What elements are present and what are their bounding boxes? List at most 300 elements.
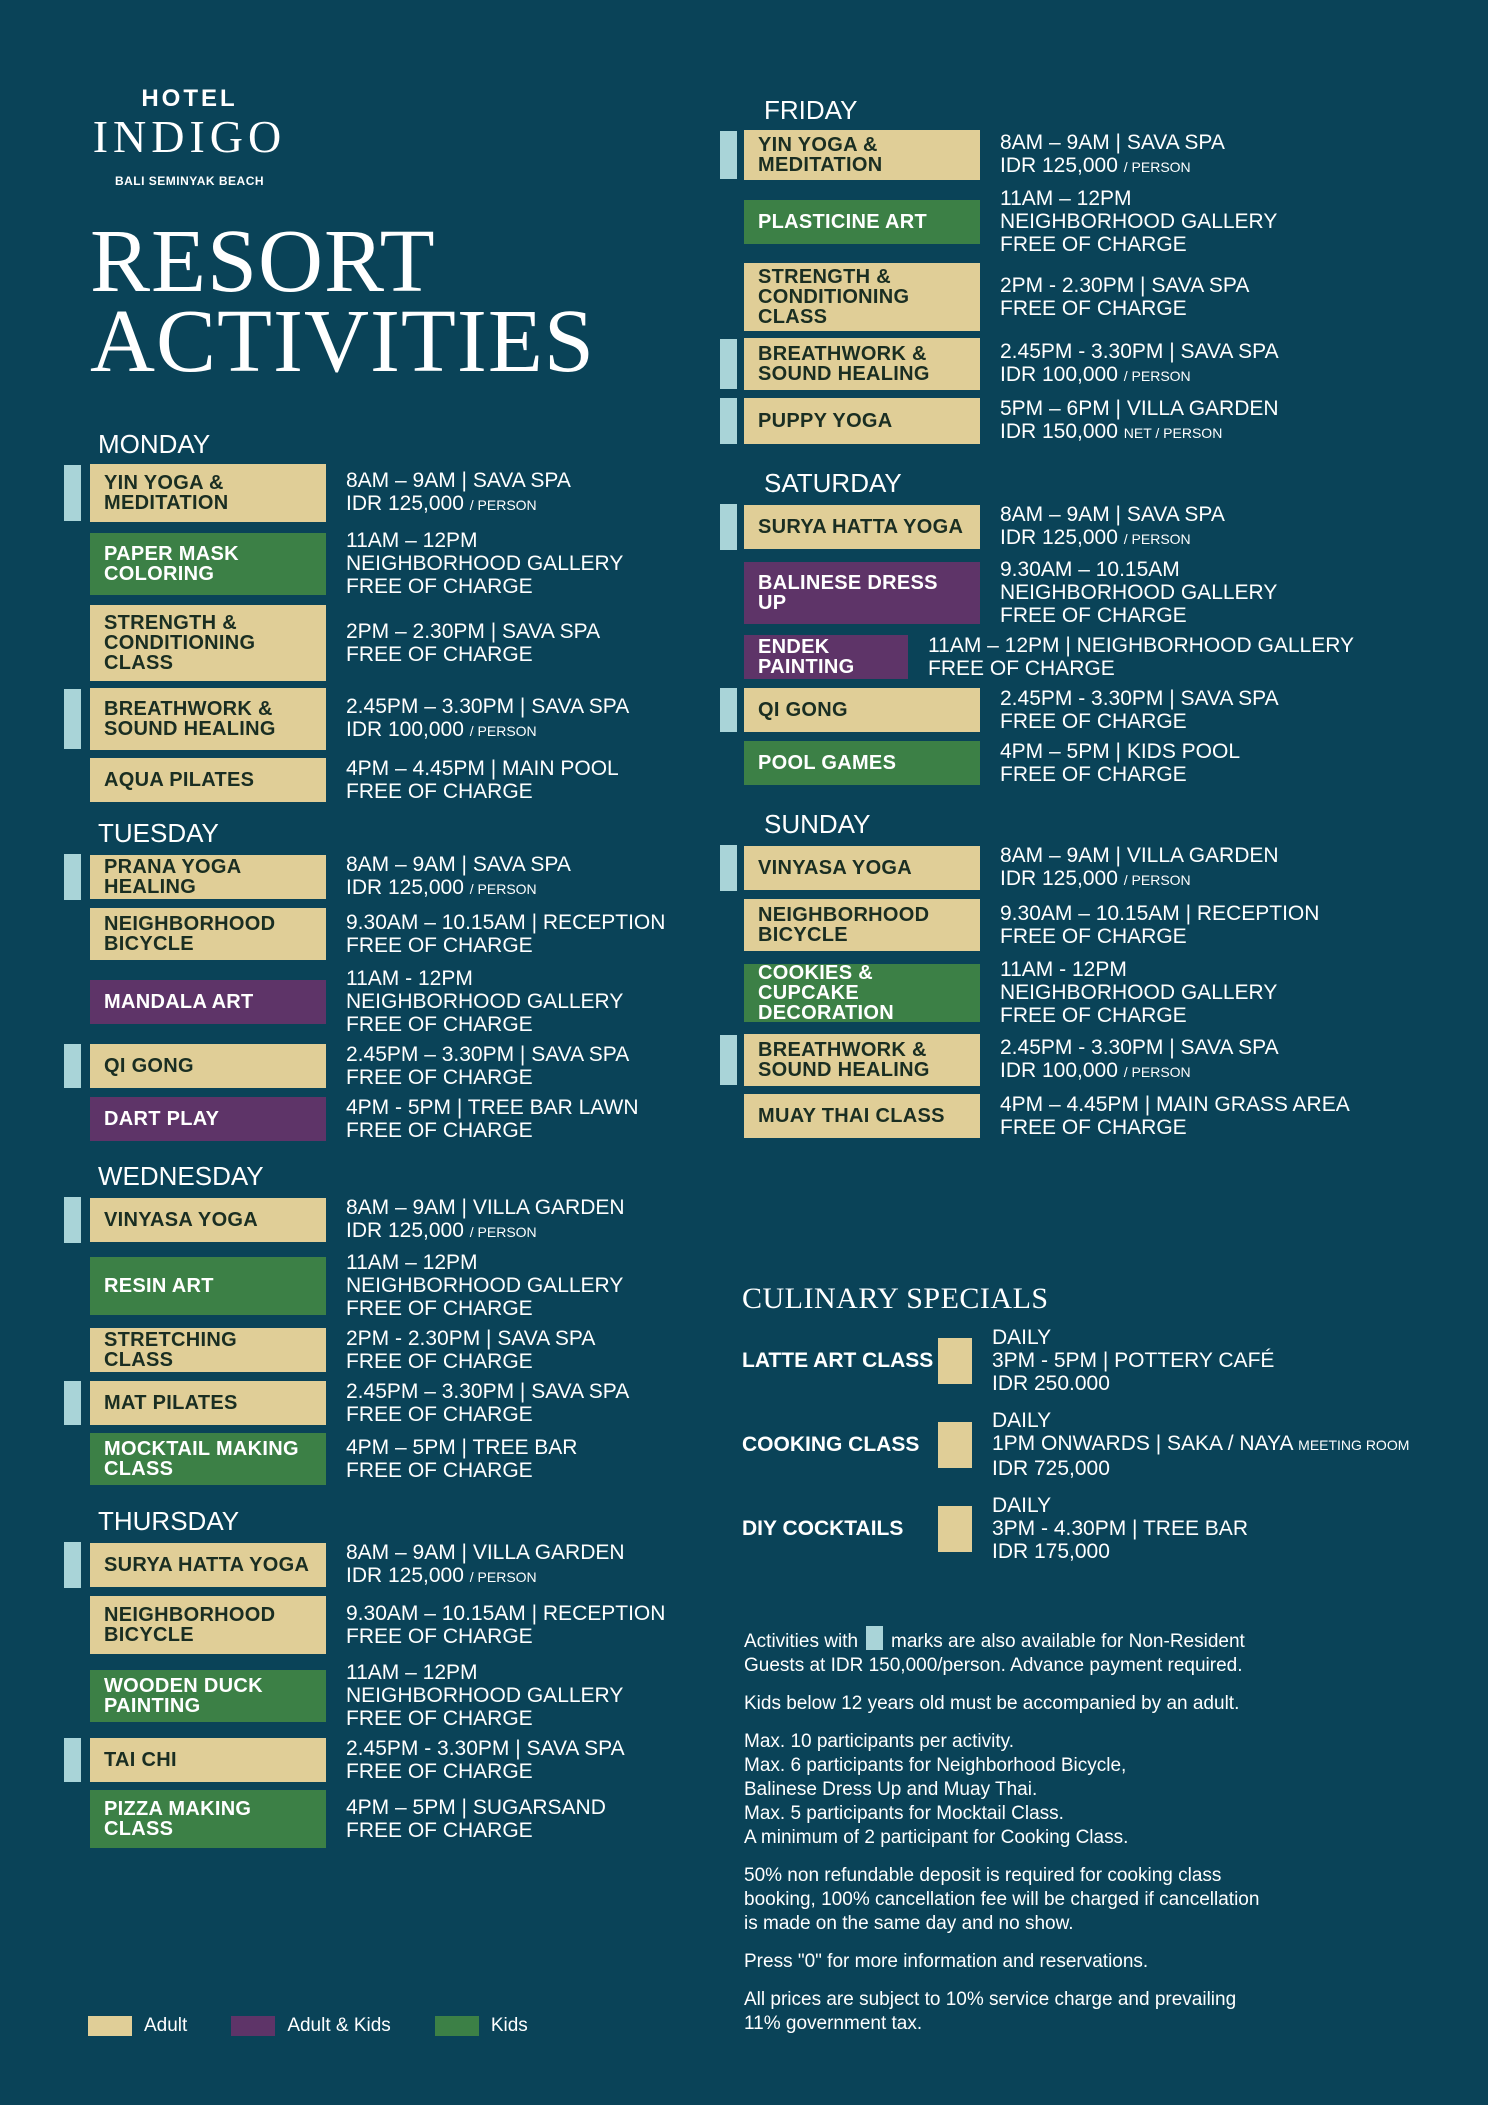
activity-details — [346, 853, 571, 901]
note-mark-line2: Guests at IDR 150,000/person. Advance payment required. — [744, 1655, 1243, 1676]
activity-row — [714, 558, 1354, 627]
activity-detail-text: 5PM – 6PM | VILLA GARDEN — [1000, 397, 1279, 420]
activity-detail-line — [346, 1096, 639, 1119]
activity-details — [1000, 844, 1279, 892]
activity-detail-line — [1000, 503, 1225, 526]
activity-row — [714, 899, 1354, 951]
schedule-right-column — [714, 94, 1354, 1146]
culinary-detail-text: IDR 175,000 — [992, 1540, 1110, 1563]
activity-row — [714, 187, 1354, 256]
culinary-detail-line — [992, 1326, 1274, 1349]
non-resident-mark-icon — [64, 1738, 81, 1782]
legend-swatch-kids — [435, 2016, 479, 2036]
activity-detail-line — [1000, 526, 1225, 551]
activity-name-chip: PRANA YOGA HEALING — [90, 855, 326, 899]
activity-detail-line — [346, 1684, 623, 1707]
non-resident-mark-icon — [720, 339, 737, 389]
activity-detail-line — [346, 1251, 623, 1274]
activity-detail-text: 8AM – 9AM | SAVA SPA — [1000, 131, 1225, 154]
activity-detail-line — [1000, 1036, 1279, 1059]
price-unit: / PERSON — [469, 723, 537, 739]
activity-detail-line — [1000, 1059, 1279, 1084]
activity-detail-line — [1000, 867, 1279, 892]
activity-detail-text: FREE OF CHARGE — [346, 1066, 533, 1089]
activity-detail-line — [346, 967, 623, 990]
activity-detail-text: FREE OF CHARGE — [1000, 925, 1187, 948]
price-unit: / PERSON — [1123, 1064, 1191, 1080]
activity-row — [714, 687, 1354, 733]
non-resident-mark-icon — [720, 845, 737, 891]
activity-detail-text: 4PM - 5PM | TREE BAR LAWN — [346, 1096, 639, 1119]
culinary-detail-text: IDR 725,000 — [992, 1457, 1110, 1480]
activity-details — [346, 1380, 629, 1426]
activity-name-chip: TAI CHI — [90, 1738, 326, 1782]
activity-detail-text: 9.30AM – 10.15AM — [1000, 558, 1180, 581]
activity-detail-line — [1000, 363, 1279, 388]
legend-swatch-adult-kids — [231, 2016, 275, 2036]
activity-detail-line — [1000, 902, 1319, 925]
category-legend — [88, 2015, 572, 2037]
note-deposit — [744, 1864, 1464, 1936]
activity-detail-line — [1000, 210, 1277, 233]
activity-detail-line — [346, 1274, 623, 1297]
activity-name-chip: BALINESE DRESS UP — [744, 562, 980, 624]
activity-detail-line — [346, 1043, 629, 1066]
activity-name-chip: DART PLAY — [90, 1097, 326, 1141]
activity-details — [346, 620, 600, 666]
activity-detail-text: 2.45PM – 3.30PM | SAVA SPA — [346, 695, 630, 718]
price-unit: NET / PERSON — [1123, 425, 1223, 441]
activity-row — [60, 464, 700, 522]
activity-detail-text: 11AM – 12PM — [346, 1661, 478, 1684]
activity-detail-text: FREE OF CHARGE — [346, 1707, 533, 1730]
activity-detail-text: 11AM – 12PM | NEIGHBORHOOD GALLERY — [928, 634, 1354, 657]
culinary-detail-line — [992, 1409, 1409, 1432]
activity-detail-text: IDR 125,000 — [1000, 526, 1118, 549]
schedule-left-column — [60, 428, 700, 1855]
activity-details — [1000, 340, 1279, 388]
activity-detail-line — [346, 853, 571, 876]
day-heading: FRIDAY — [764, 95, 858, 125]
activity-detail-line — [346, 1737, 625, 1760]
activity-details — [346, 469, 571, 517]
activity-detail-text: 2.45PM – 3.30PM | SAVA SPA — [346, 1380, 630, 1403]
activity-detail-line — [1000, 233, 1277, 256]
activity-details — [346, 1096, 639, 1142]
day-saturday — [714, 467, 1354, 786]
activity-detail-text: FREE OF CHARGE — [1000, 763, 1187, 786]
activity-name-chip: NEIGHBORHOOD BICYCLE — [90, 908, 326, 960]
activity-detail-text: 4PM – 4.45PM | MAIN POOL — [346, 757, 619, 780]
activity-details — [346, 1541, 625, 1589]
activity-detail-text: FREE OF CHARGE — [1000, 604, 1187, 627]
non-resident-mark-icon — [64, 689, 81, 749]
adult-swatch-icon — [938, 1506, 972, 1552]
culinary-detail-text: 3PM - 5PM | POTTERY CAFÉ — [992, 1349, 1275, 1372]
day-friday — [714, 94, 1354, 445]
activity-detail-text: NEIGHBORHOOD GALLERY — [346, 990, 624, 1013]
activity-detail-line — [346, 990, 623, 1013]
activity-details — [1000, 958, 1277, 1027]
activity-detail-text: 2.45PM - 3.30PM | SAVA SPA — [1000, 687, 1279, 710]
activity-row — [60, 967, 700, 1036]
note-kids: Kids below 12 years old must be accompanied by an adult. — [744, 1693, 1240, 1714]
activity-details — [928, 634, 1354, 680]
activity-name-chip: PIZZA MAKING CLASS — [90, 1790, 326, 1848]
activity-detail-text: FREE OF CHARGE — [346, 934, 533, 957]
legend-label-adult-kids: Adult & Kids — [287, 2015, 391, 2036]
activity-detail-line — [346, 1403, 629, 1426]
price-unit: / PERSON — [1123, 531, 1191, 547]
activity-details — [1000, 687, 1279, 733]
activity-row — [60, 757, 700, 803]
non-resident-mark-icon — [720, 1035, 737, 1085]
culinary-detail-line — [992, 1432, 1409, 1457]
activity-details — [346, 967, 623, 1036]
activity-detail-text: FREE OF CHARGE — [1000, 233, 1187, 256]
activity-detail-text: FREE OF CHARGE — [346, 643, 533, 666]
activity-detail-line — [1000, 420, 1279, 445]
note-press: Press "0" for more information and reservations. — [744, 1951, 1149, 1972]
activity-details — [1000, 131, 1225, 179]
activity-detail-line — [346, 1297, 623, 1320]
activity-detail-line — [346, 1350, 595, 1373]
activity-details — [346, 1251, 623, 1320]
activity-details — [1000, 1036, 1279, 1084]
note-line: A minimum of 2 participant for Cooking Class. — [744, 1827, 1129, 1848]
activity-detail-line — [1000, 581, 1277, 604]
activity-row — [60, 1433, 700, 1485]
note-line: All prices are subject to 10% service charge and prevailing — [744, 1989, 1237, 2010]
activity-detail-text: FREE OF CHARGE — [346, 1819, 533, 1842]
activity-detail-text: 2PM - 2.30PM | SAVA SPA — [346, 1327, 596, 1350]
culinary-detail-text: 1PM ONWARDS | SAKA / NAYA — [992, 1432, 1293, 1455]
note-line: 11% government tax. — [744, 2013, 923, 2034]
activity-detail-text: 11AM – 12PM — [1000, 187, 1132, 210]
activity-detail-line — [1000, 740, 1240, 763]
activity-detail-text: FREE OF CHARGE — [346, 575, 533, 598]
activity-detail-text: 8AM – 9AM | SAVA SPA — [346, 469, 571, 492]
day-heading: SATURDAY — [764, 468, 902, 498]
activity-row — [60, 1661, 700, 1730]
activity-detail-text: 2.45PM - 3.30PM | SAVA SPA — [1000, 1036, 1279, 1059]
culinary-item — [742, 1326, 1442, 1395]
page-title-line-1: RESORT — [90, 212, 436, 311]
activity-name-chip: NEIGHBORHOOD BICYCLE — [744, 899, 980, 951]
logo-location: BALI SEMINYAK BEACH — [114, 174, 265, 188]
activity-detail-line — [346, 934, 665, 957]
activity-name-chip: PLASTICINE ART — [744, 200, 980, 244]
day-heading: SUNDAY — [764, 809, 871, 839]
culinary-detail-line — [992, 1457, 1409, 1480]
culinary-item-details — [992, 1326, 1274, 1395]
activity-detail-line — [346, 1707, 623, 1730]
note-max-participants — [744, 1730, 1464, 1850]
activity-detail-text: 2PM - 2.30PM | SAVA SPA — [1000, 274, 1250, 297]
activity-detail-line — [1000, 1004, 1277, 1027]
activity-detail-line — [346, 1066, 629, 1089]
adult-swatch-icon — [938, 1338, 972, 1384]
activity-row — [714, 130, 1354, 180]
activity-row — [60, 1043, 700, 1089]
activity-name-chip: STRENGTH & CONDITIONING CLASS — [744, 263, 980, 331]
activity-detail-text: 4PM – 5PM | TREE BAR — [346, 1436, 578, 1459]
legend-label-adult: Adult — [144, 2015, 188, 2036]
activity-detail-text: FREE OF CHARGE — [346, 780, 533, 803]
activity-detail-line — [346, 1119, 639, 1142]
activity-row — [714, 740, 1354, 786]
activity-details — [346, 1796, 606, 1842]
activity-name-chip: QI GONG — [744, 688, 980, 732]
activity-details — [346, 1327, 595, 1373]
activity-details — [1000, 397, 1279, 445]
legend-swatch-adult — [88, 2016, 132, 2036]
activity-detail-text: 4PM – 4.45PM | MAIN GRASS AREA — [1000, 1093, 1350, 1116]
note-line: Max. 10 participants per activity. — [744, 1731, 1014, 1752]
activity-detail-text: 2.45PM - 3.30PM | SAVA SPA — [1000, 340, 1279, 363]
logo-brand-name: INDIGO — [92, 111, 287, 162]
activity-details — [346, 757, 619, 803]
activity-name-chip: YIN YOGA & MEDITATION — [90, 464, 326, 522]
activity-detail-text: NEIGHBORHOOD GALLERY — [1000, 981, 1278, 1004]
activity-details — [1000, 558, 1277, 627]
activity-detail-line — [346, 1219, 625, 1244]
day-wednesday — [60, 1160, 700, 1485]
price-unit: / PERSON — [1123, 159, 1191, 175]
activity-row — [60, 688, 700, 750]
activity-detail-line — [346, 911, 665, 934]
culinary-item-details — [992, 1409, 1409, 1480]
activity-detail-text: IDR 125,000 — [1000, 867, 1118, 890]
activity-row — [60, 853, 700, 901]
activity-detail-text: NEIGHBORHOOD GALLERY — [346, 1274, 624, 1297]
activity-detail-line — [346, 643, 600, 666]
activity-row — [60, 605, 700, 681]
activity-name-chip: PUPPY YOGA — [744, 398, 980, 444]
culinary-list — [742, 1326, 1442, 1563]
activity-detail-text: 4PM – 5PM | SUGARSAND — [346, 1796, 606, 1819]
activity-detail-text: FREE OF CHARGE — [346, 1013, 533, 1036]
culinary-detail-line — [992, 1494, 1248, 1517]
note-line: Max. 5 participants for Mocktail Class. — [744, 1803, 1064, 1824]
activity-detail-line — [1000, 981, 1277, 1004]
culinary-detail-text: DAILY — [992, 1409, 1052, 1432]
activity-detail-line — [928, 634, 1354, 657]
activity-detail-line — [346, 757, 619, 780]
price-unit: / PERSON — [469, 1224, 537, 1240]
activity-name-chip: SURYA HATTA YOGA — [90, 1543, 326, 1587]
activity-detail-text: FREE OF CHARGE — [928, 657, 1115, 680]
non-resident-mark-icon — [720, 688, 737, 732]
activity-detail-text: FREE OF CHARGE — [346, 1459, 533, 1482]
activity-name-chip: AQUA PILATES — [90, 758, 326, 802]
activity-detail-line — [346, 1796, 606, 1819]
activity-name-chip: NEIGHBORHOOD BICYCLE — [90, 1596, 326, 1654]
activity-details — [346, 1661, 623, 1730]
day-monday — [60, 428, 700, 803]
activity-detail-line — [928, 657, 1354, 680]
activity-detail-line — [346, 695, 629, 718]
activity-detail-line — [1000, 154, 1225, 179]
activity-detail-text: 8AM – 9AM | VILLA GARDEN — [346, 1541, 625, 1564]
price-unit: / PERSON — [469, 497, 537, 513]
price-unit: / PERSON — [1123, 368, 1191, 384]
price-unit: / PERSON — [1123, 872, 1191, 888]
activity-row — [714, 844, 1354, 892]
activity-name-chip: PAPER MASK COLORING — [90, 533, 326, 595]
activity-details — [346, 529, 623, 598]
activity-details — [1000, 740, 1240, 786]
note-mark-pre: Activities with — [744, 1631, 859, 1652]
hotel-logo — [92, 86, 287, 188]
activity-detail-line — [1000, 131, 1225, 154]
activity-row — [60, 1790, 700, 1848]
activity-detail-text: IDR 125,000 — [346, 876, 464, 899]
activity-row — [60, 908, 700, 960]
activity-row — [60, 1251, 700, 1320]
activity-detail-line — [346, 780, 619, 803]
activity-detail-line — [346, 1459, 577, 1482]
note-line: 50% non refundable deposit is required for cooking class — [744, 1865, 1222, 1886]
note-non-resident — [744, 1626, 1464, 1678]
activity-details — [346, 911, 665, 957]
culinary-detail-line — [992, 1349, 1274, 1372]
legend-item-adult-kids — [231, 2015, 391, 2037]
activity-detail-text: 8AM – 9AM | SAVA SPA — [1000, 503, 1225, 526]
culinary-item-name: COOKING CLASS — [742, 1432, 920, 1456]
activity-name-chip: RESIN ART — [90, 1257, 326, 1315]
note-line: booking, 100% cancellation fee will be charged if cancellation — [744, 1889, 1260, 1910]
activity-row — [714, 503, 1354, 551]
activity-detail-text: FREE OF CHARGE — [346, 1760, 533, 1783]
activity-detail-text: FREE OF CHARGE — [1000, 1004, 1187, 1027]
activity-detail-text: 8AM – 9AM | VILLA GARDEN — [346, 1196, 625, 1219]
legend-item-adult — [88, 2015, 187, 2037]
activity-name-chip: BREATHWORK & SOUND HEALING — [90, 688, 326, 750]
activity-detail-line — [1000, 1093, 1350, 1116]
activity-detail-text: FREE OF CHARGE — [1000, 710, 1187, 733]
culinary-detail-line — [992, 1517, 1248, 1540]
activity-row — [60, 529, 700, 598]
logo-hotel-text: HOTEL — [141, 85, 238, 112]
activity-detail-text: 9.30AM – 10.15AM | RECEPTION — [346, 1602, 666, 1625]
day-sunday — [714, 808, 1354, 1139]
activity-name-chip: SURYA HATTA YOGA — [744, 505, 980, 549]
activity-row — [60, 1737, 700, 1783]
activity-name-chip: ENDEK PAINTING — [744, 635, 908, 679]
activity-detail-text: NEIGHBORHOOD GALLERY — [1000, 581, 1278, 604]
activity-detail-text: FREE OF CHARGE — [346, 1119, 533, 1142]
activity-detail-text: 4PM – 5PM | KIDS POOL — [1000, 740, 1241, 763]
culinary-item-name: LATTE ART CLASS — [742, 1348, 934, 1372]
culinary-item-name: DIY COCKTAILS — [742, 1516, 904, 1540]
day-heading: THURSDAY — [98, 1506, 240, 1536]
activity-detail-line — [1000, 340, 1279, 363]
activity-name-chip: MUAY THAI CLASS — [744, 1094, 980, 1138]
non-resident-mark-icon — [64, 854, 81, 900]
activity-detail-line — [1000, 763, 1240, 786]
activity-detail-line — [1000, 274, 1249, 297]
activity-details — [1000, 1093, 1350, 1139]
activity-name-chip: VINYASA YOGA — [744, 846, 980, 890]
activity-details — [346, 1043, 629, 1089]
activity-row — [60, 1596, 700, 1654]
non-resident-mark-icon — [720, 504, 737, 550]
activity-name-chip: COOKIES & CUPCAKE DECORATION — [744, 964, 980, 1022]
note-prices — [744, 1988, 1464, 2036]
activity-row — [60, 1096, 700, 1142]
activity-name-chip: MANDALA ART — [90, 980, 326, 1024]
activity-detail-line — [1000, 604, 1277, 627]
activity-detail-line — [346, 620, 600, 643]
activity-detail-text: 2.45PM - 3.30PM | SAVA SPA — [346, 1737, 625, 1760]
activity-row — [714, 958, 1354, 1027]
activity-detail-text: 2PM – 2.30PM | SAVA SPA — [346, 620, 601, 643]
note-line: is made on the same day and no show. — [744, 1913, 1074, 1934]
activity-name-chip: MAT PILATES — [90, 1381, 326, 1425]
non-resident-mark-icon — [64, 1197, 81, 1243]
activity-detail-line — [346, 1436, 577, 1459]
non-resident-mark-icon — [64, 465, 81, 521]
activity-detail-line — [346, 1327, 595, 1350]
activity-detail-line — [346, 1760, 625, 1783]
activity-detail-text: IDR 100,000 — [346, 718, 464, 741]
activity-row — [714, 1093, 1354, 1139]
activity-name-chip: BREATHWORK & SOUND HEALING — [744, 1034, 980, 1086]
day-tuesday — [60, 817, 700, 1142]
activity-detail-line — [346, 1564, 625, 1589]
culinary-location-suffix: MEETING ROOM — [1298, 1437, 1410, 1453]
activity-detail-text: 11AM - 12PM — [1000, 958, 1127, 981]
activity-name-chip: MOCKTAIL MAKING CLASS — [90, 1433, 326, 1485]
activity-detail-text: IDR 125,000 — [346, 492, 464, 515]
activity-detail-text: FREE OF CHARGE — [1000, 1116, 1187, 1139]
activity-detail-text: 11AM – 12PM — [346, 1251, 478, 1274]
activity-row — [60, 1380, 700, 1426]
activity-detail-line — [1000, 187, 1277, 210]
activity-detail-line — [346, 1819, 606, 1842]
activity-details — [346, 1436, 577, 1482]
activity-detail-text: IDR 125,000 — [346, 1564, 464, 1587]
activity-detail-line — [346, 575, 623, 598]
note-line: Max. 6 participants for Neighborhood Bicycle, — [744, 1755, 1127, 1776]
activity-details — [1000, 503, 1225, 551]
culinary-item — [742, 1409, 1442, 1480]
day-heading: TUESDAY — [98, 818, 219, 848]
activity-name-chip: BREATHWORK & SOUND HEALING — [744, 338, 980, 390]
activity-detail-line — [1000, 1116, 1350, 1139]
activity-detail-text: FREE OF CHARGE — [346, 1297, 533, 1320]
culinary-detail-text: IDR 250.000 — [992, 1372, 1110, 1395]
activity-detail-line — [346, 1541, 625, 1564]
culinary-specials — [742, 1282, 1442, 1577]
activity-detail-line — [346, 552, 623, 575]
activity-detail-text: NEIGHBORHOOD GALLERY — [1000, 210, 1278, 233]
activity-detail-text: 8AM – 9AM | VILLA GARDEN — [1000, 844, 1279, 867]
activity-row — [60, 1327, 700, 1373]
non-resident-mark-icon — [720, 131, 737, 179]
legend-item-kids — [435, 2015, 528, 2037]
activity-detail-text: IDR 125,000 — [1000, 154, 1118, 177]
activity-detail-text: IDR 100,000 — [1000, 363, 1118, 386]
day-heading: MONDAY — [98, 429, 211, 459]
activity-detail-text: IDR 100,000 — [1000, 1059, 1118, 1082]
culinary-detail-text: 3PM - 4.30PM | TREE BAR — [992, 1517, 1248, 1540]
activity-details — [346, 1196, 625, 1244]
activity-detail-line — [1000, 710, 1279, 733]
note-mark-post: marks are also available for Non-Resident — [891, 1631, 1245, 1652]
activity-detail-text: NEIGHBORHOOD GALLERY — [346, 1684, 624, 1707]
